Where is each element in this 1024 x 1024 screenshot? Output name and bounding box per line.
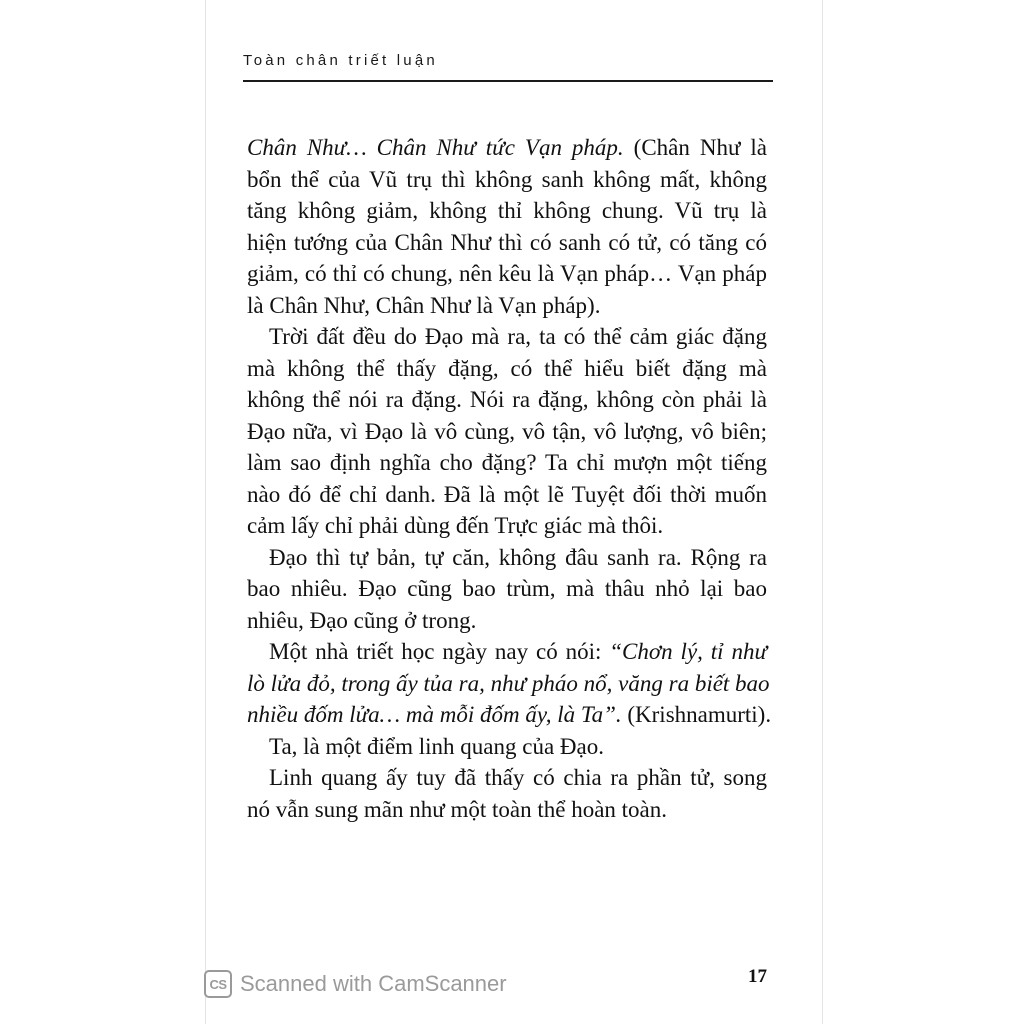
text-line: mà không thể thấy đặng, có thể hiểu biết đặng mà <box>247 355 767 381</box>
text-line: Đạo thì tự bản, tự căn, không đâu sanh ra. Rộng ra <box>269 544 767 570</box>
text-line: không thể nói ra đặng. Nói ra đặng, không còn phải là <box>247 387 767 412</box>
text-line: bao nhiêu. Đạo cũng bao trùm, mà thâu nhỏ lại bao <box>247 576 767 601</box>
running-header: Toàn chân triết luận <box>243 52 438 69</box>
text-line: nhiều đốm lửa… mà mỗi đốm ấy, là Ta”. (Krishnamurti). <box>247 702 772 727</box>
text-line: nó vẫn sung mãn như một toàn thể hoàn toàn. <box>247 796 668 822</box>
body-text <box>247 132 772 825</box>
watermark-text: Scanned with CamScanner <box>240 971 507 996</box>
text-line: là Chân Như, Chân Như là Vạn pháp). <box>247 292 601 318</box>
text-line: Chân Như… Chân Như tức Vạn pháp. (Chân Như là <box>247 135 767 160</box>
text-line: Linh quang ấy tuy đã thấy có chia ra phần tử, song <box>269 765 767 790</box>
text-line: hiện tướng của Chân Như thì có sanh có tử, có tăng có <box>247 229 767 255</box>
page-edge-right <box>822 0 823 1024</box>
text-line: làm sao định nghĩa cho đặng? Ta chỉ mượn một tiếng <box>247 450 767 475</box>
text-line: Ta, là một điểm linh quang của Đạo. <box>269 733 604 759</box>
text-line: Đạo nữa, vì Đạo là vô cùng, vô tận, vô lượng, vô biên; <box>247 418 767 444</box>
text-line: Một nhà triết học ngày nay có nói: “Chơn lý, tỉ như <box>269 639 767 664</box>
text-line: cảm lấy chỉ phải dùng đến Trực giác mà thôi. <box>247 513 664 538</box>
page-edge-left <box>205 0 206 1024</box>
camscanner-watermark <box>204 970 507 998</box>
text-line: lò lửa đỏ, trong ấy tủa ra, như pháo nổ, văng ra biết bao <box>247 670 770 696</box>
text-line: giảm, có thỉ có chung, nên kêu là Vạn pháp… Vạn pháp <box>247 261 767 286</box>
text-line: nhiêu, Đạo cũng ở trong. <box>247 607 477 633</box>
text-line: nào đó để chỉ danh. Đã là một lẽ Tuyệt đối thời muốn <box>247 481 767 507</box>
text-line: tăng không giảm, không thỉ không chung. Vũ trụ là <box>247 198 767 223</box>
page-number: 17 <box>748 966 767 987</box>
text-line: Trời đất đều do Đạo mà ra, ta có thể cảm giác đặng <box>269 324 767 349</box>
camscanner-logo-icon: CS <box>204 970 232 998</box>
header-rule <box>243 80 773 82</box>
text-line: bổn thể của Vũ trụ thì không sanh không mất, không <box>247 166 767 192</box>
